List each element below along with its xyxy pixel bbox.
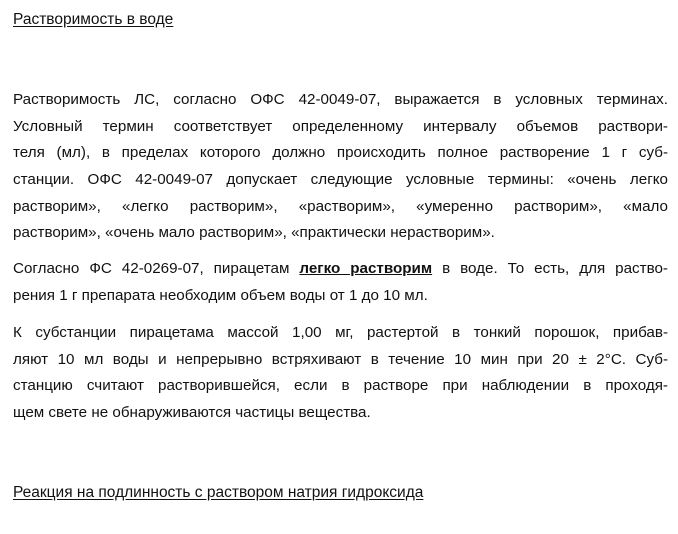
paragraph-line: станцию считают растворившейся, если в растворе при наблюдении в проходя-	[13, 377, 668, 395]
paragraph-line: теля (мл), в пределах которого должно происходить полное растворение 1 г суб-	[13, 144, 668, 162]
paragraph-line: рения 1 г препарата необходим объем воды от 1 до 10 мл.	[13, 286, 428, 304]
section-heading-identity-reaction: Реакция на подлинность с раствором натрия гидроксида	[13, 484, 424, 501]
paragraph-line: Растворимость ЛС, согласно ОФС 42-0049-07, выражается в условных терминах.	[13, 91, 668, 108]
paragraph-line: растворим», «легко растворим», «растворим», «умеренно растворим», «мало	[13, 197, 668, 215]
paragraph-line: станции. ОФС 42-0049-07 допускает следующие условные термины: «очень легко	[13, 171, 668, 189]
paragraph-line: ляют 10 мл воды и непрерывно встряхивают в течение 10 мин при 20 ± 2°С. Суб-	[13, 350, 668, 368]
paragraph-line	[13, 256, 668, 283]
paragraph-line: Условный термин соответствует определенному интервалу объемов раствори-	[13, 117, 668, 135]
section-heading-solubility: Растворимость в воде	[13, 11, 174, 28]
paragraph-solubility-terms	[13, 87, 668, 247]
paragraph-line: растворим», «очень мало растворим», «практически нерастворим».	[13, 224, 495, 242]
emphasis-easily-soluble: легко растворим	[299, 260, 433, 277]
text-segment: в воде. То есть, для раство-	[432, 260, 668, 277]
paragraph-test-procedure	[13, 320, 668, 427]
paragraph-line: щем свете не обнаруживаются частицы вещества.	[13, 404, 371, 422]
paragraph-piracetam-solubility	[13, 256, 668, 309]
paragraph-line: К субстанции пирацетама массой 1,00 мг, растертой в тонкий порошок, прибав-	[13, 324, 668, 341]
text-segment: Согласно ФС 42-0269-07, пирацетам	[13, 260, 300, 277]
